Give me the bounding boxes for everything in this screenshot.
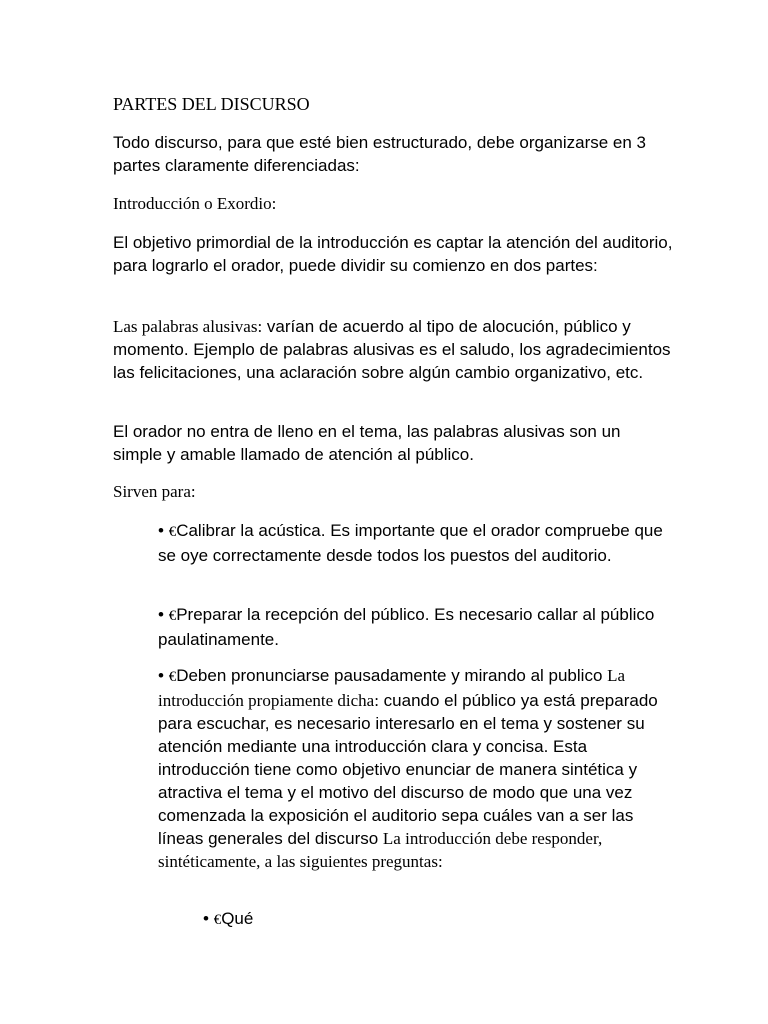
sub-list-item-text: Qué xyxy=(221,909,254,928)
introduccion-tail: La introducción debe responder, sintéticamente, a las siguientes preguntas: xyxy=(158,829,603,871)
list-item-text: Deben pronunciarse pausadamente y mirando al publico xyxy=(176,666,608,685)
sub-list-item xyxy=(203,907,673,932)
euro-icon: € xyxy=(168,669,177,685)
document-title: PARTES DEL DISCURSO xyxy=(113,94,310,114)
intro-paragraph: Todo discurso, para que esté bien estructurado, debe organizarse en 3 partes claramente diferenciadas: xyxy=(113,133,647,175)
orador-paragraph: El orador no entra de lleno en el tema, las palabras alusivas son un simple y amable llamado de atención al público. xyxy=(113,422,621,464)
objective-paragraph: El objetivo primordial de la introducción es captar la atención del auditorio, para lograrlo el orador, puede dividir su comienzo en dos partes: xyxy=(113,233,673,275)
bullet-dot: • xyxy=(203,909,214,928)
alusivas-text: varían de acuerdo al tipo de alocución, público y momento. Ejemplo de palabras alusivas es el saludo, los agradecimientos las felicitaciones, una aclaración sobre algún cambio organizativo, etc. xyxy=(113,317,671,382)
introduccion-label: La introducción propiamente dicha: xyxy=(158,666,626,710)
bullet-dot: • xyxy=(158,666,169,685)
bullet-dot: • xyxy=(158,521,169,540)
euro-icon: € xyxy=(213,912,222,928)
list-item xyxy=(158,519,678,567)
list-item xyxy=(158,664,678,873)
section-heading: Introducción o Exordio: xyxy=(113,194,277,213)
sirven-heading: Sirven para: xyxy=(113,482,196,501)
list-item-text: Preparar la recepción del público. Es necesario callar al público paulatinamente. xyxy=(158,605,655,649)
alusivas-paragraph xyxy=(113,315,673,384)
alusivas-label: Las palabras alusivas: xyxy=(113,317,263,336)
euro-icon: € xyxy=(168,524,177,540)
list-item xyxy=(158,603,678,651)
bullet-dot: • xyxy=(158,605,169,624)
euro-icon: € xyxy=(168,608,177,624)
list-item-text: Calibrar la acústica. Es importante que el orador compruebe que se oye correctamente desde todos los puestos del auditorio. xyxy=(158,521,663,565)
introduccion-text: cuando el público ya está preparado para escuchar, es necesario interesarlo en el tema y sostener su atención mediante una introducción clara y concisa. Esta introducción tiene como objetivo enunciar de manera sintética y atractiva el tema y el motivo del discurso de modo que una vez comenzada la exposición el auditorio sepa cuáles van a ser las líneas generales del discurso xyxy=(158,691,658,848)
